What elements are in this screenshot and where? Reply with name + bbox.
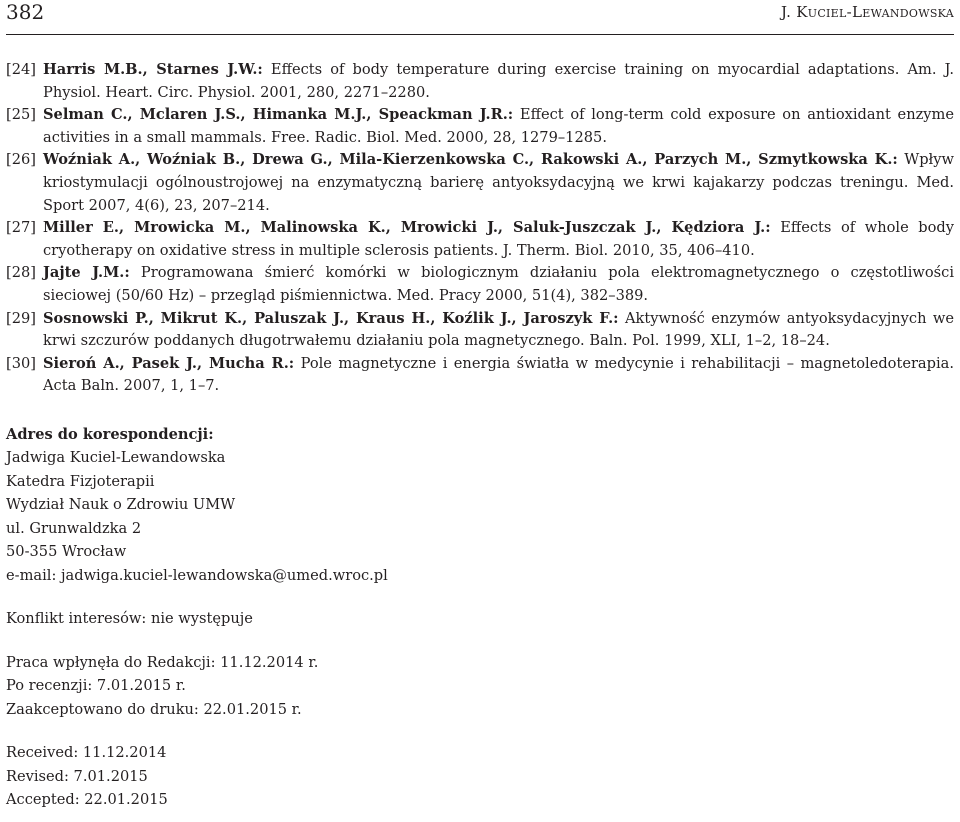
reference-authors: Jajte J.M.: [43,264,130,282]
reference-text: Wpływ kriostymulacji ogólnoustrojowej na enzymatyczną barierę antyoksydacyjną we krwi kajakarzy podczas treningu. Med. Sport 2007, 4(6), 23, 207–214. [43,151,955,214]
dates-english [6,741,954,812]
reference-text: Programowana śmierć komórki w biologicznym działaniu pola elektromagnetycznego o częstotliwości sieciowej (50/60 Hz) – przegląd piśmiennictwa. Med. Pracy 2000, 51(4), 382–389. [43,264,954,304]
date-revised: Revised: 7.01.2015 [6,767,148,785]
reference-text: Effect of long-term cold exposure on antioxidant enzyme activities in a small mammals. Free. Radic. Biol. Med. 2000, 28, 1279–1285. [43,106,954,146]
reference-number: [27] [6,219,36,237]
correspondence-department: Katedra Fizjoterapii [6,472,155,490]
correspondence-faculty: Wydział Nauk o Zdrowiu UMW [6,496,236,514]
reference-text: Pole magnetyczne i energia światła w medycynie i rehabilitacji – magnetoledoterapia. Acta Baln. 2007, 1, 1–7. [43,354,954,395]
reference-item [6,59,954,104]
correspondence-block [6,423,954,588]
date-accepted: Accepted: 22.01.2015 [6,791,168,809]
reference-number: [30] [6,354,36,372]
conflict-statement: Konflikt interesów: nie występuje [6,610,253,628]
reference-authors: Sosnowski P., Mikrut K., Paluszak J., Kraus H., Koźlik J., Jaroszyk F.: [43,309,619,327]
reference-number: [29] [6,309,36,327]
correspondence-street: ul. Grunwaldzka 2 [6,519,142,537]
page-header [6,0,954,35]
reference-item [6,217,954,262]
reference-item [6,262,954,307]
reference-text: Effects of whole body cryotherapy on oxidative stress in multiple sclerosis patients. J. Therm. Biol. 2010, 35, 406–410. [43,219,954,259]
correspondence-city: 50-355 Wrocław [6,543,127,561]
reference-text: Aktywność enzymów antyoksydacyjnych we krwi szczurów poddanych długotrwałemu działaniu pola magnetycznego. Baln. Pol. 1999, XLI, 1–2, 18–24. [43,309,954,350]
reference-number: [28] [6,264,36,282]
reference-authors: Selman C., Mclaren J.S., Himanka M.J., Speackman J.R.: [43,106,514,124]
correspondence-heading: Adres do korespondencji: [6,425,214,443]
date-revised-pl: Po recenzji: 7.01.2015 r. [6,677,186,695]
reference-authors: Miller E., Mrowicka M., Malinowska K., Mrowicki J., Saluk-Juszczak J., Kędziora J.: [43,219,771,237]
reference-authors: Woźniak A., Woźniak B., Drewa G., Mila-Kierzenkowska C., Rakowski A., Parzych M., Szmytkowska K.: [43,151,898,169]
reference-item [6,308,954,353]
reference-text: Effects of body temperature during exercise training on myocardial adaptations. Am. J. Physiol. Heart. Circ. Physiol. 2001, 280, 2271–2280. [43,61,954,101]
reference-authors: Harris M.B., Starnes J.W.: [43,61,263,78]
reference-item [6,149,954,217]
reference-number: [26] [6,151,36,169]
reference-authors: Sieroń A., Pasek J., Mucha R.: [43,354,295,372]
reference-number: [25] [6,106,36,124]
date-accepted-pl: Zaakceptowano do druku: 22.01.2015 r. [6,700,302,718]
date-received: Received: 11.12.2014 [6,744,167,762]
dates-polish [6,651,954,722]
reference-list [6,59,954,398]
page-number: 382 [6,0,45,24]
correspondence-name: Jadwiga Kuciel-Lewandowska [6,449,226,467]
reference-item [6,353,954,398]
correspondence-email: e-mail: jadwiga.kuciel-lewandowska@umed.wroc.pl [6,566,388,584]
running-head: J. Kuciel-Lewandowska [780,3,954,21]
date-received-pl: Praca wpłynęła do Redakcji: 11.12.2014 r. [6,653,319,671]
conflict-of-interest [6,607,954,631]
reference-item [6,104,954,149]
reference-number: [24] [6,61,36,78]
